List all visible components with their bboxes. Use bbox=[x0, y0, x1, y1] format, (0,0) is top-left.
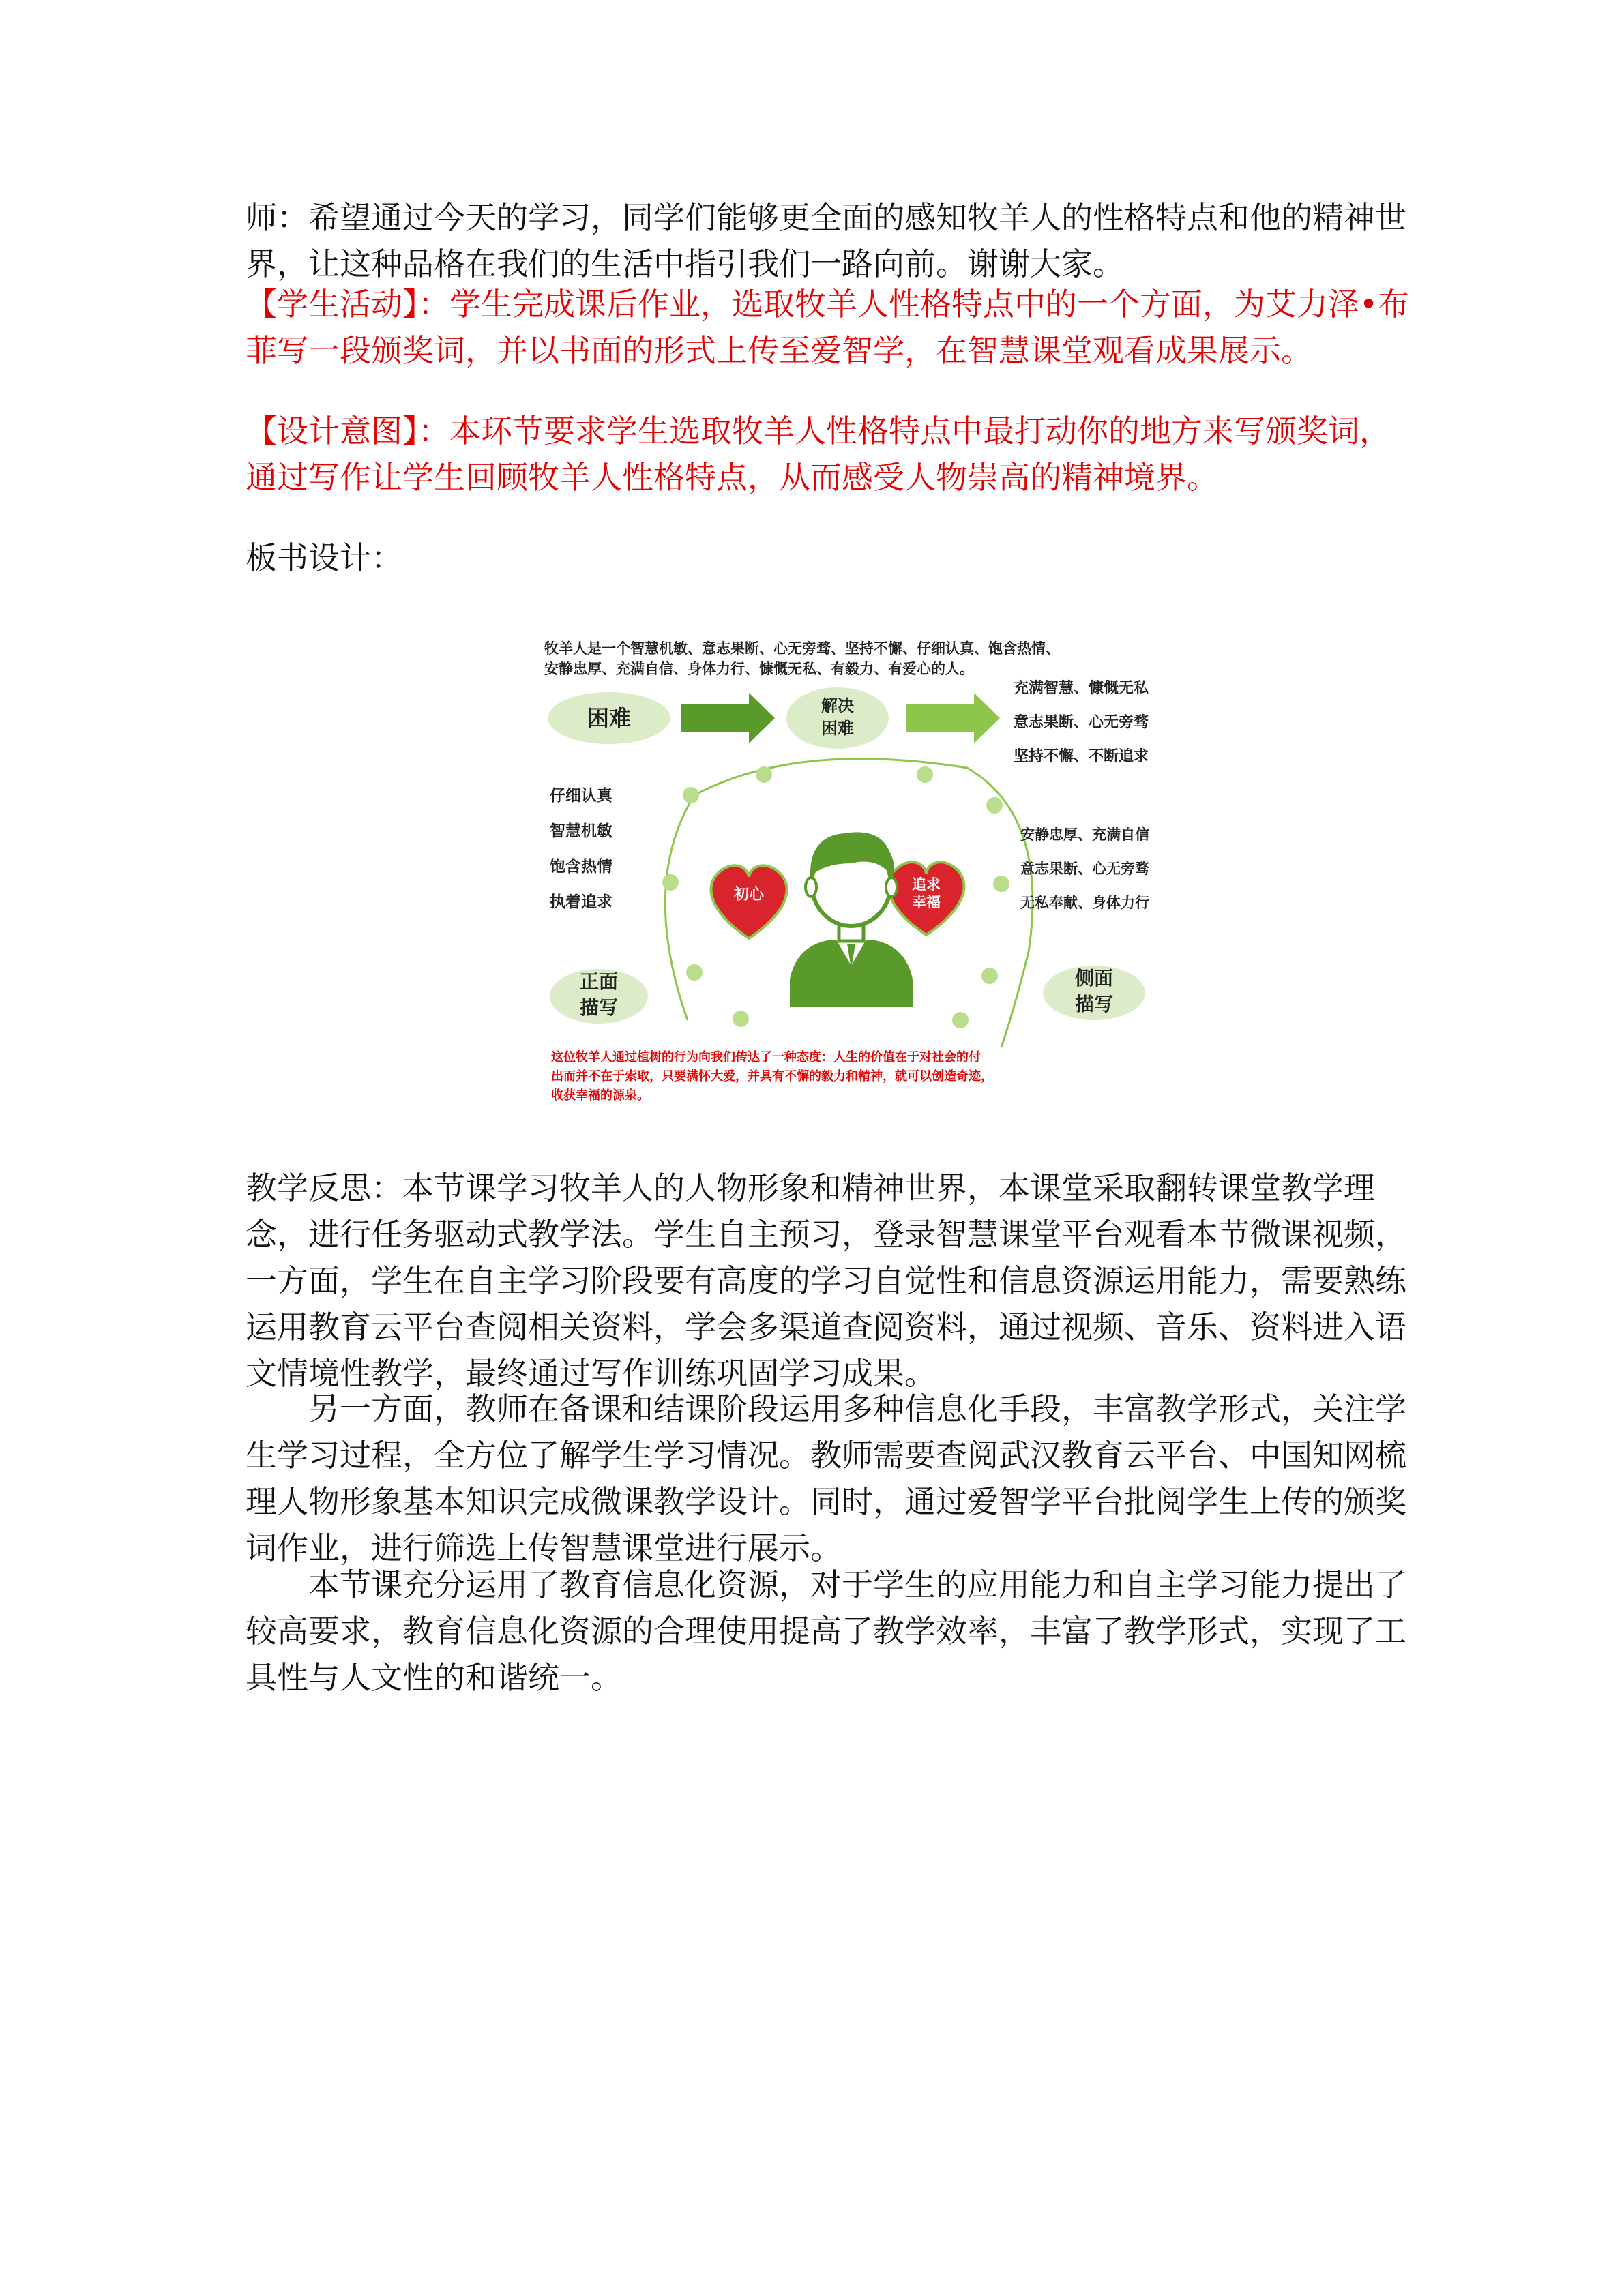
arc-dot bbox=[952, 1012, 969, 1028]
arc-dot bbox=[993, 876, 1009, 892]
arc-dot bbox=[683, 787, 699, 803]
arc-dot bbox=[662, 874, 679, 891]
left-list-item: 智慧机敏 bbox=[550, 822, 612, 840]
difficulty-label: 困难 bbox=[587, 705, 632, 731]
heart-right-label-1: 追求 bbox=[912, 876, 941, 893]
right-list-item: 安静忠厚、充满自信 bbox=[1020, 826, 1149, 843]
board-design-figure bbox=[524, 625, 1179, 1116]
right-list-item: 意志果断、心无旁骛 bbox=[1020, 861, 1149, 877]
arc-dot bbox=[756, 766, 772, 783]
front-label-2: 描写 bbox=[579, 996, 619, 1019]
reflection-paragraph-3: 本节课充分运用了教育信息化资源，对于学生的应用能力和自主学习能力提出了较高要求，教育信息化资源的合理使用提高了教学效率，丰富了教学形式，实现了工具性与人文性的和谐统一。 bbox=[246, 1566, 1406, 1696]
side-label-2: 描写 bbox=[1074, 993, 1114, 1015]
board-design-heading: 板书设计： bbox=[246, 539, 402, 576]
person-icon bbox=[790, 832, 913, 1007]
left-list-item: 仔细认真 bbox=[550, 787, 612, 805]
left-list-item: 执着追求 bbox=[550, 893, 612, 911]
summary-line-1: 牧羊人是一个智慧机敏、意志果断、心无旁骛、坚持不懈、仔细认真、饱含热情、 bbox=[544, 640, 1060, 657]
reflection-paragraph-2: 另一方面，教师在备课和结课阶段运用多种信息化手段，丰富教学形式，关注学生学习过程，全方位了解学生学习情况。教师需要查阅武汉教育云平台、中国知网梳理人物形象基本知识完成微课教学设计。同时，通过爱智学平台批阅学生上传的颁奖词作业，进行筛选上传智慧课堂进行展示。 bbox=[246, 1390, 1406, 1566]
left-list-item: 饱含热情 bbox=[550, 858, 612, 876]
heart-right-label-2: 幸福 bbox=[912, 894, 941, 910]
student-activity: 【学生活动】：学生完成课后作业，选取牧羊人性格特点中的一个方面，为艾力泽•布菲写一段颁奖词，并以书面的形式上传至爱智学，在智慧课堂观看成果展示。 bbox=[246, 286, 1410, 369]
solve-label-2: 困难 bbox=[821, 719, 854, 738]
arc-dot bbox=[986, 797, 1003, 814]
bottom-note-3: 收获幸福的源泉。 bbox=[551, 1088, 649, 1103]
right-top-item: 充满智慧、慷慨无私 bbox=[1014, 680, 1149, 697]
summary-line-2: 安静忠厚、充满自信、身体力行、慷慨无私、有毅力、有爱心的人。 bbox=[544, 661, 974, 677]
design-intent: 【设计意图】：本环节要求学生选取牧羊人性格特点中最打动你的地方来写颁奖词，通过写作让学生回顾牧羊人性格特点，从而感受人物崇高的精神境界。 bbox=[246, 413, 1391, 496]
arrow-right-icon bbox=[681, 693, 775, 743]
right-top-item: 坚持不懈、不断追求 bbox=[1014, 748, 1149, 765]
arc-dot bbox=[733, 1011, 749, 1027]
arc-dot bbox=[981, 968, 998, 984]
side-label-1: 侧面 bbox=[1074, 967, 1114, 989]
solve-label-1: 解决 bbox=[821, 696, 854, 715]
right-list-item: 无私奉献、身体力行 bbox=[1020, 895, 1149, 911]
bottom-note-1: 这位牧羊人通过植树的行为向我们传达了一种态度：人生的价值在于对社会的付 bbox=[551, 1050, 981, 1064]
arc-dot bbox=[917, 766, 933, 783]
right-top-item: 意志果断、心无旁骛 bbox=[1014, 714, 1149, 731]
closing-remark: 师：希望通过今天的学习，同学们能够更全面的感知牧羊人的性格特点和他的精神世界，让这种品格在我们的生活中指引我们一路向前。谢谢大家。 bbox=[246, 199, 1406, 282]
bottom-note-2: 出而并不在于索取，只要满怀大爱，并具有不懈的毅力和精神，就可以创造奇迹， bbox=[551, 1069, 993, 1084]
teaching-reflection: 教学反思：本节课学习牧羊人的人物形象和精神世界，本课堂采取翻转课堂教学理念，进行任务驱动式教学法。学生自主预习，登录智慧课堂平台观看本节微课视频，一方面，学生在自主学习阶段要有高度的学习自觉性和信息资源运用能力，需要熟练运用教育云平台查阅相关资料，学会多渠道查阅资料，通过视频、音乐、资料进入语文情境性教学，最终通过写作训练巩固学习成果。 bbox=[246, 1169, 1406, 1392]
arc-dot bbox=[686, 964, 703, 981]
arrow-right-icon bbox=[906, 693, 1000, 743]
heart-left-label: 初心 bbox=[733, 886, 765, 904]
front-label-1: 正面 bbox=[579, 970, 619, 993]
